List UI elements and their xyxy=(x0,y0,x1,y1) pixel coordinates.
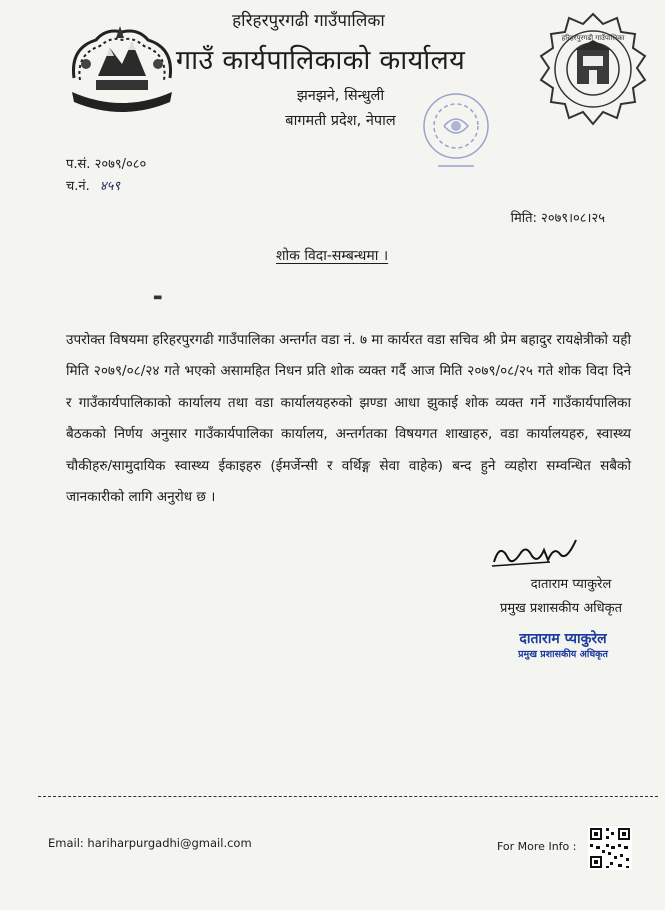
stamp-signer-title: प्रमुख प्रशासकीय अधिकृत xyxy=(518,649,608,660)
letter-subject: शोक विदा-सम्बन्धमा । xyxy=(276,248,389,264)
qr-code-icon xyxy=(588,826,632,870)
stamp-signer-name: दाताराम प्याकुरेल xyxy=(519,631,607,647)
office-province: बागमती प्रदेश, नेपाल xyxy=(285,113,396,129)
letter-body: उपरोक्त विषयमा हरिहरपुरगढी गाउँपालिका अन्तर्गत वडा नं. ७ मा कार्यरत वडा सचिव श्री प्रेम बहादुर रायक्षेत्रीको यही मिति २०७९/०८/२४ गते भएको असामहित निधन प्रति शोक व्यक्त गर्दै आज मिति २०७९/०८/२५ गते शोक विदा दिने र गाउँकार्यपालिकाको कार्यालय तथा वडा कार्यालयहरुको झण्डा आधा झुकाई शोक व्यक्त गर्ने गाउँकार्यपालिका बैठकको निर्णय अनुसार गाउँकार्यपालिका कार्यालय, अन्तर्गतका विषयगत शाखाहरु, वडा कार्यालयहरु, स्वास्थ्य चौकीहरु/सामुदायिक स्वास्थ्य ईकाइहरु (ईमर्जेन्सी र वर्थिङ्ग सेवा वाहेक) बन्द हुने व्यहोरा सम्वन्धित सबैको जानकारीको लागि अनुरोध छ । xyxy=(66,332,631,506)
municipality-name: हरिहरपुरगढी गाउँपालिका xyxy=(232,11,385,31)
signer-name: दाताराम प्याकुरेल xyxy=(530,577,612,592)
speck: ▬ xyxy=(153,292,163,303)
letter-date: मिति: २०७९।०८।२५ xyxy=(510,211,605,226)
patra-value: २०७९/०८० xyxy=(94,157,147,172)
seal-right-text: हरिहरपुरगढी गाउँपालिका xyxy=(561,34,625,42)
signature-scribble-icon xyxy=(490,532,580,572)
office-title: गाउँ कार्यपालिकाको कार्यालय xyxy=(175,45,466,76)
chalani-number xyxy=(66,176,120,194)
footer-divider xyxy=(38,796,658,797)
patra-sankhya xyxy=(66,154,146,172)
chalani-label: च.नं. xyxy=(66,179,90,194)
patra-label: प.सं. xyxy=(66,157,91,172)
footer-more-info: For More Info : xyxy=(497,840,577,853)
signer-title: प्रमुख प्रशासकीय अधिकृत xyxy=(499,601,623,616)
chalani-value: ४५९ xyxy=(99,179,121,194)
office-location: झनझने, सिन्धुली xyxy=(296,88,385,104)
footer-email: Email: hariharpurgadhi@gmail.com xyxy=(48,836,252,850)
